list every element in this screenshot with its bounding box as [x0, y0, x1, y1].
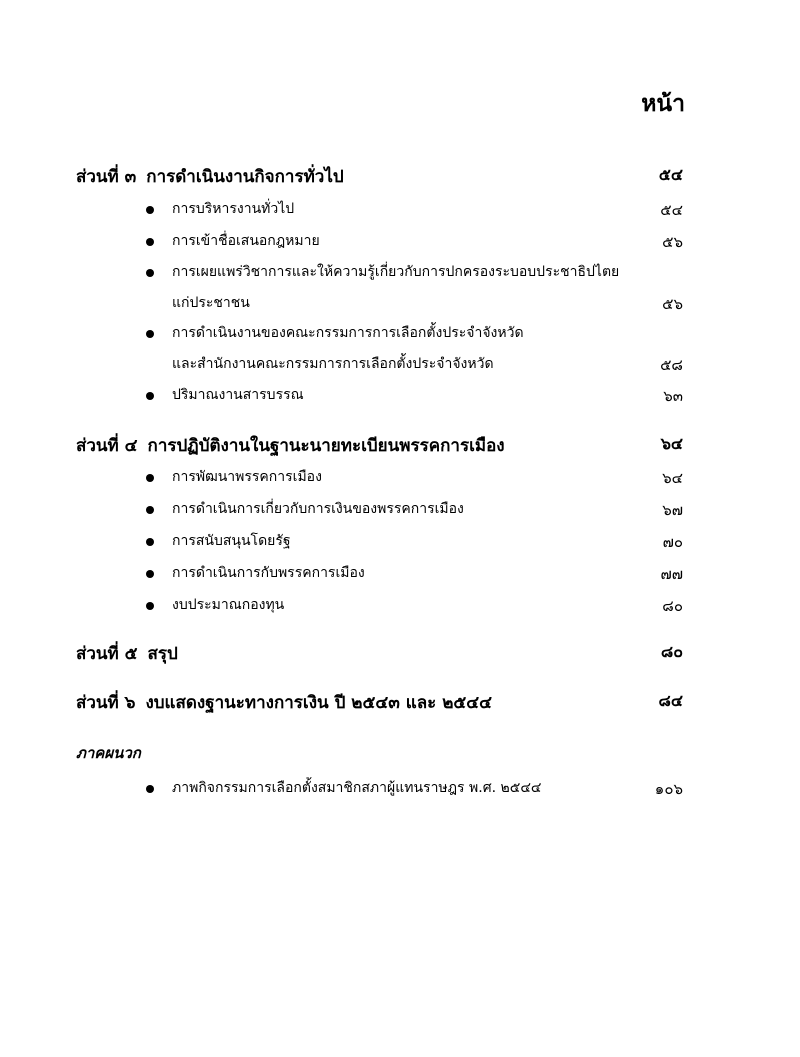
toc-item	[0, 562, 800, 592]
section-title: งบแสดงฐานะทางการเงิน ปี ๒๕๔๓ และ ๒๕๔๔	[145, 693, 493, 713]
section-heading	[76, 163, 344, 190]
section-heading	[76, 689, 492, 716]
item-page-number: ๕๖	[662, 233, 683, 251]
section-label: ส่วนที่ ๔	[76, 436, 138, 456]
section-label: ส่วนที่ ๕	[76, 644, 138, 664]
item-page-number: ๘๐	[662, 597, 683, 615]
bullet-icon	[146, 269, 154, 277]
item-page-number: ๑๐๖	[654, 780, 683, 798]
toc-item	[0, 230, 800, 260]
item-text: ปริมาณงานสารบรรณ	[172, 387, 304, 403]
section-title: การดำเนินงานกิจการทั่วไป	[146, 167, 344, 187]
item-text-line-2: แก่ประชาชน	[172, 295, 250, 311]
section-page-number: ๘๐	[660, 642, 683, 661]
toc-item-continuation	[0, 292, 800, 322]
section-page-number: ๖๔	[660, 434, 683, 453]
bullet-icon	[146, 330, 154, 338]
bullet-icon	[146, 506, 154, 514]
toc-item	[0, 198, 800, 228]
item-text: การพัฒนาพรรคการเมือง	[172, 469, 322, 485]
item-page-number: ๕๖	[662, 295, 683, 313]
item-text: การเผยแพร่วิชาการและให้ความรู้เกี่ยวกับการปกครองระบอบประชาธิปไตย	[172, 264, 620, 280]
bullet-icon	[146, 538, 154, 546]
item-text: การดำเนินการเกี่ยวกับการเงินของพรรคการเมือง	[172, 501, 464, 517]
item-text: การดำเนินการกับพรรคการเมือง	[172, 565, 365, 581]
bullet-icon	[146, 570, 154, 578]
item-text: การสนับสนุนโดยรัฐ	[172, 533, 291, 549]
bullet-icon	[146, 474, 154, 482]
bullet-icon	[146, 602, 154, 610]
item-text-line-2: และสำนักงานคณะกรรมการการเลือกตั้งประจำจังหวัด	[172, 356, 494, 372]
toc-item	[0, 384, 800, 414]
section-heading	[76, 640, 178, 667]
item-page-number: ๖๔	[662, 469, 683, 487]
item-text: งบประมาณกองทุน	[172, 597, 285, 613]
toc-item	[0, 261, 800, 291]
toc-section-3	[0, 163, 800, 193]
item-page-number: ๕๔	[660, 201, 683, 219]
page-column-header: หน้า	[641, 90, 685, 117]
section-title: การปฏิบัติงานในฐานะนายทะเบียนพรรคการเมือง	[147, 436, 505, 456]
toc-section-6	[0, 689, 800, 719]
item-page-number: ๖๗	[662, 501, 683, 519]
toc-item	[0, 777, 800, 807]
section-heading	[76, 432, 505, 459]
toc-item	[0, 498, 800, 528]
item-text: ภาพกิจกรรมการเลือกตั้งสมาชิกสภาผู้แทนราษฎร พ.ศ. ๒๕๔๔	[172, 780, 542, 796]
toc-section-4	[0, 432, 800, 462]
toc-item-continuation	[0, 353, 800, 383]
item-text: การเข้าชื่อเสนอกฎหมาย	[172, 233, 320, 249]
section-title: สรุป	[147, 644, 178, 664]
section-page-number: ๘๔	[658, 691, 683, 710]
appendix-heading: ภาคผนวก	[76, 744, 141, 762]
toc-item	[0, 466, 800, 496]
item-page-number: ๗๐	[662, 533, 683, 551]
item-text: การบริหารงานทั่วไป	[172, 201, 295, 217]
section-label: ส่วนที่ ๓	[76, 167, 137, 187]
bullet-icon	[146, 206, 154, 214]
bullet-icon	[146, 392, 154, 400]
toc-item	[0, 594, 800, 624]
toc-item	[0, 530, 800, 560]
toc-appendix	[0, 741, 800, 771]
toc-section-5	[0, 640, 800, 670]
section-label: ส่วนที่ ๖	[76, 693, 136, 713]
item-text: การดำเนินงานของคณะกรรมการการเลือกตั้งประจำจังหวัด	[172, 325, 524, 341]
toc-item	[0, 322, 800, 352]
bullet-icon	[146, 785, 154, 793]
bullet-icon	[146, 238, 154, 246]
section-page-number: ๕๔	[658, 165, 683, 184]
item-page-number: ๖๓	[663, 387, 683, 405]
item-page-number: ๕๘	[660, 356, 683, 374]
item-page-number: ๗๗	[660, 565, 683, 583]
